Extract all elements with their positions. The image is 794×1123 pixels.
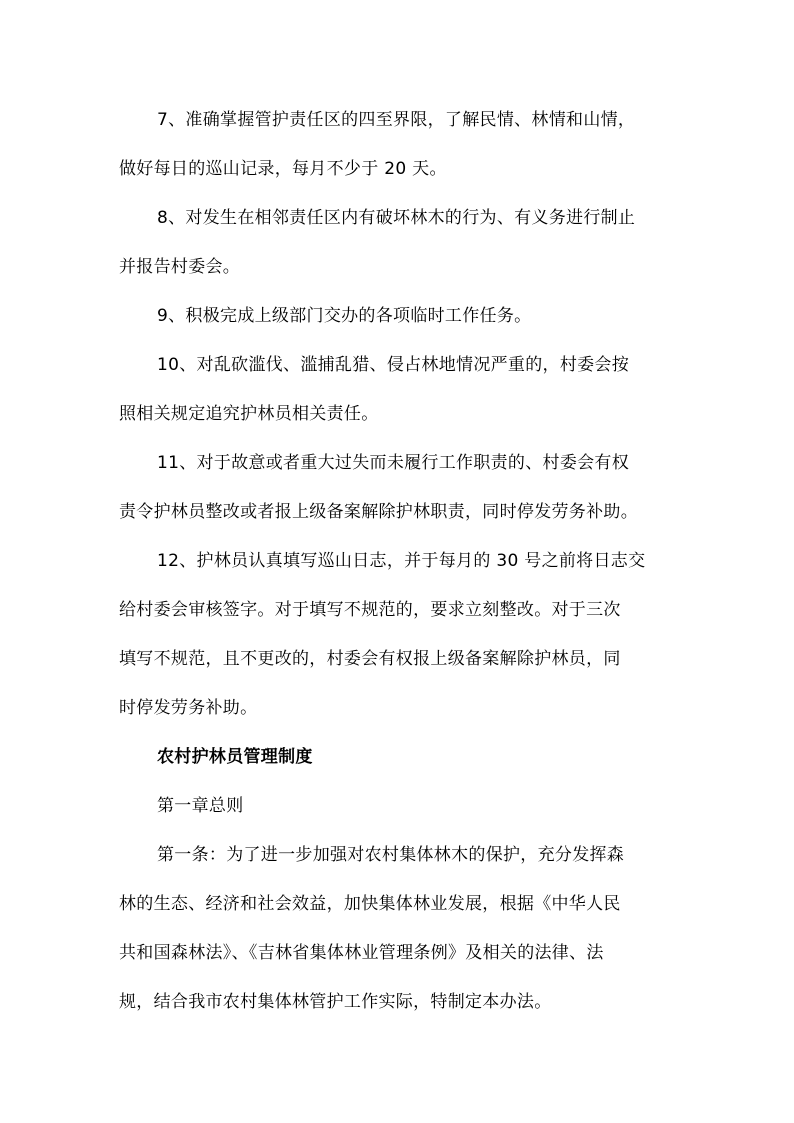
paragraph-10-line-2: 照相关规定追究护林员相关责任。: [119, 404, 379, 424]
paragraph-11-line-2: 责令护林员整改或者报上级备案解除护林职责，同时停发劳务补助。: [119, 502, 638, 522]
paragraph-11-line-1: 11、对于故意或者重大过失而未履行工作职责的、村委会有权: [157, 453, 630, 473]
paragraph-12-line-1: 12、护林员认真填写巡山日志，并于每月的 30 号之前将日志交: [157, 551, 646, 571]
paragraph-12-line-2: 给村委会审核签字。对于填写不规范的，要求立刻整改。对于三次: [119, 600, 621, 620]
section-title: 农村护林员管理制度: [157, 747, 313, 767]
paragraph-10-line-1: 10、对乱砍滥伐、滥捕乱猎、侵占林地情况严重的，村委会按: [157, 355, 630, 375]
paragraph-7-line-2: 做好每日的巡山记录，每月不少于 20 天。: [119, 159, 447, 179]
article-1-line-1: 第一条：为了进一步加强对农村集体林木的保护，充分发挥森: [157, 845, 625, 865]
paragraph-12-line-3: 填写不规范，且不更改的，村委会有权报上级备案解除护林员，同: [119, 649, 621, 669]
paragraph-12-line-4: 时停发劳务补助。: [119, 698, 258, 718]
paragraph-8-line-2: 并报告村委会。: [119, 257, 241, 277]
chapter-heading: 第一章总则: [157, 796, 244, 816]
paragraph-8-line-1: 8、对发生在相邻责任区内有破坏林木的行为、有义务进行制止: [157, 208, 636, 228]
article-1-line-4: 规，结合我市农村集体林管护工作实际，特制定本办法。: [119, 992, 552, 1012]
paragraph-9: 9、积极完成上级部门交办的各项临时工作任务。: [157, 306, 532, 326]
article-1-line-3: 共和国森林法》、《吉林省集体林业管理条例》及相关的法律、法: [119, 943, 604, 963]
paragraph-7-line-1: 7、准确掌握管护责任区的四至界限，了解民情、林情和山情，: [157, 110, 636, 130]
article-1-line-2: 林的生态、经济和社会效益，加快集体林业发展，根据《中华人民: [119, 894, 621, 914]
